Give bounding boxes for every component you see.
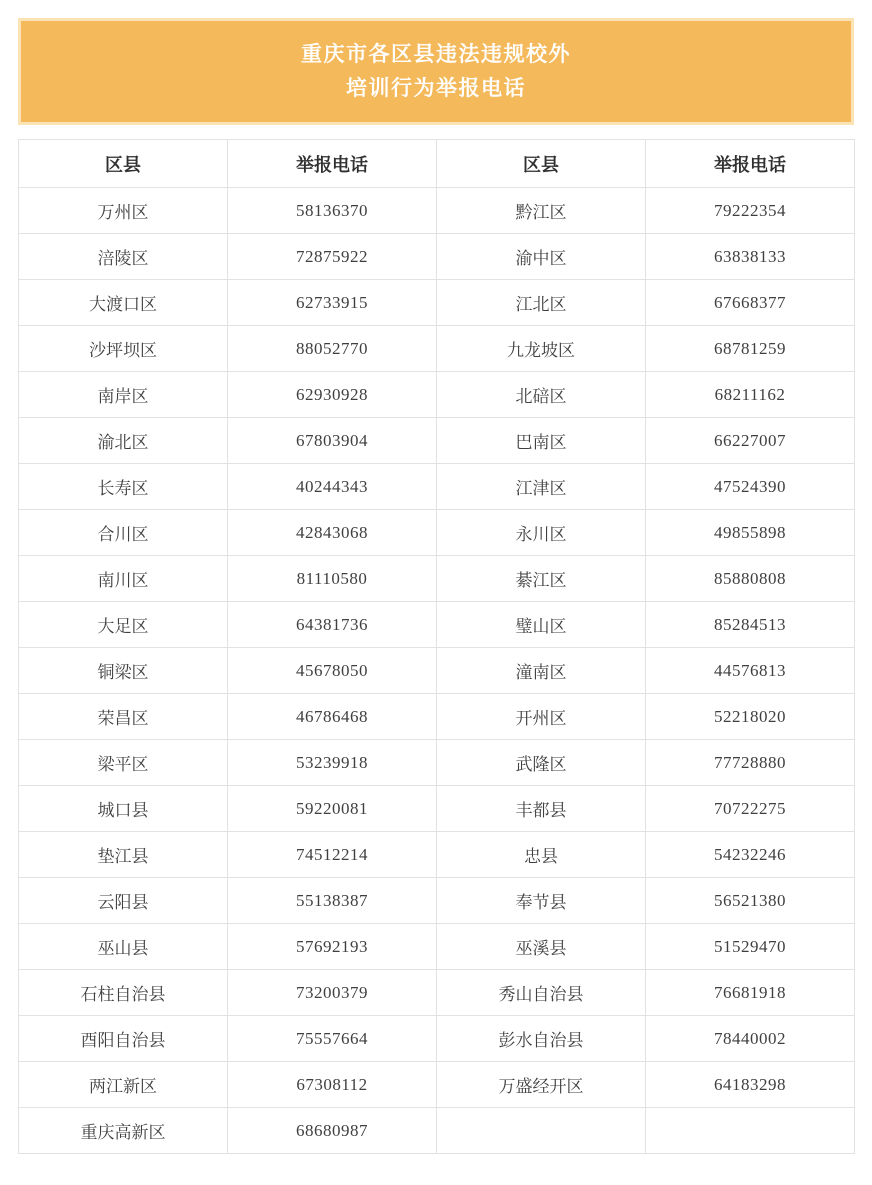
cell-district: 彭水自治县 (437, 1016, 646, 1062)
table-body (19, 188, 855, 1154)
cell-district: 黔江区 (437, 188, 646, 234)
table-row (19, 1062, 855, 1108)
table-row (19, 740, 855, 786)
title-banner (18, 18, 854, 125)
cell-phone: 53239918 (228, 740, 437, 786)
cell-district: 垫江县 (19, 832, 228, 878)
table-row (19, 234, 855, 280)
cell-phone: 42843068 (228, 510, 437, 556)
cell-phone: 88052770 (228, 326, 437, 372)
cell-phone: 64381736 (228, 602, 437, 648)
cell-district: 北碚区 (437, 372, 646, 418)
cell-phone: 67308112 (228, 1062, 437, 1108)
cell-district: 南岸区 (19, 372, 228, 418)
cell-district: 涪陵区 (19, 234, 228, 280)
cell-phone: 51529470 (646, 924, 855, 970)
cell-phone: 62930928 (228, 372, 437, 418)
table-row (19, 694, 855, 740)
cell-district: 江津区 (437, 464, 646, 510)
cell-district: 石柱自治县 (19, 970, 228, 1016)
cell-district: 渝中区 (437, 234, 646, 280)
cell-district: 永川区 (437, 510, 646, 556)
cell-district: 南川区 (19, 556, 228, 602)
cell-district: 酉阳自治县 (19, 1016, 228, 1062)
table-header (19, 140, 855, 188)
cell-district: 万州区 (19, 188, 228, 234)
cell-phone: 62733915 (228, 280, 437, 326)
cell-phone: 66227007 (646, 418, 855, 464)
table-row (19, 188, 855, 234)
table-row (19, 280, 855, 326)
cell-phone: 40244343 (228, 464, 437, 510)
cell-phone: 85284513 (646, 602, 855, 648)
table-row (19, 648, 855, 694)
cell-phone: 72875922 (228, 234, 437, 280)
cell-phone: 45678050 (228, 648, 437, 694)
cell-district: 綦江区 (437, 556, 646, 602)
cell-district: 城口县 (19, 786, 228, 832)
cell-district: 荣昌区 (19, 694, 228, 740)
cell-phone: 70722275 (646, 786, 855, 832)
column-header-district-left: 区县 (19, 140, 228, 188)
table-row (19, 602, 855, 648)
cell-district: 江北区 (437, 280, 646, 326)
cell-phone: 75557664 (228, 1016, 437, 1062)
cell-phone: 64183298 (646, 1062, 855, 1108)
cell-district: 大足区 (19, 602, 228, 648)
cell-phone: 63838133 (646, 234, 855, 280)
table-row (19, 418, 855, 464)
cell-district: 铜梁区 (19, 648, 228, 694)
cell-district (437, 1108, 646, 1154)
cell-phone: 57692193 (228, 924, 437, 970)
table-row (19, 924, 855, 970)
table-row (19, 1016, 855, 1062)
cell-phone: 67803904 (228, 418, 437, 464)
cell-phone: 56521380 (646, 878, 855, 924)
cell-phone: 46786468 (228, 694, 437, 740)
cell-phone: 55138387 (228, 878, 437, 924)
cell-district: 大渡口区 (19, 280, 228, 326)
cell-district: 奉节县 (437, 878, 646, 924)
cell-district: 秀山自治县 (437, 970, 646, 1016)
cell-district: 巴南区 (437, 418, 646, 464)
cell-phone: 49855898 (646, 510, 855, 556)
table-row (19, 464, 855, 510)
cell-phone: 73200379 (228, 970, 437, 1016)
cell-phone: 77728880 (646, 740, 855, 786)
cell-district: 两江新区 (19, 1062, 228, 1108)
cell-district: 巫山县 (19, 924, 228, 970)
cell-district: 丰都县 (437, 786, 646, 832)
cell-district: 合川区 (19, 510, 228, 556)
banner-title-line-1: 重庆市各区县违法违规校外 (301, 42, 571, 66)
cell-district: 万盛经开区 (437, 1062, 646, 1108)
table-row (19, 832, 855, 878)
cell-district: 潼南区 (437, 648, 646, 694)
cell-district: 渝北区 (19, 418, 228, 464)
cell-phone: 54232246 (646, 832, 855, 878)
column-header-phone-right: 举报电话 (646, 140, 855, 188)
cell-phone: 68781259 (646, 326, 855, 372)
cell-phone: 81110580 (228, 556, 437, 602)
cell-phone: 68211162 (646, 372, 855, 418)
table-row (19, 1108, 855, 1154)
cell-district: 巫溪县 (437, 924, 646, 970)
cell-district: 梁平区 (19, 740, 228, 786)
table-row (19, 326, 855, 372)
phone-table (18, 139, 855, 1154)
column-header-phone-left: 举报电话 (228, 140, 437, 188)
cell-district: 九龙坡区 (437, 326, 646, 372)
cell-phone: 85880808 (646, 556, 855, 602)
cell-district: 武隆区 (437, 740, 646, 786)
table-header-row (19, 140, 855, 188)
cell-phone: 47524390 (646, 464, 855, 510)
cell-phone: 52218020 (646, 694, 855, 740)
table-row (19, 510, 855, 556)
table-row (19, 970, 855, 1016)
column-header-district-right: 区县 (437, 140, 646, 188)
cell-district: 长寿区 (19, 464, 228, 510)
table-row (19, 372, 855, 418)
cell-phone: 74512214 (228, 832, 437, 878)
phone-table-container (18, 139, 854, 1154)
table-row (19, 556, 855, 602)
cell-district: 云阳县 (19, 878, 228, 924)
table-row (19, 786, 855, 832)
cell-phone: 76681918 (646, 970, 855, 1016)
cell-phone: 58136370 (228, 188, 437, 234)
cell-phone (646, 1108, 855, 1154)
banner-title-line-2: 培训行为举报电话 (346, 76, 526, 100)
cell-phone: 59220081 (228, 786, 437, 832)
cell-phone: 78440002 (646, 1016, 855, 1062)
cell-district: 重庆高新区 (19, 1108, 228, 1154)
cell-district: 忠县 (437, 832, 646, 878)
cell-phone: 79222354 (646, 188, 855, 234)
cell-phone: 67668377 (646, 280, 855, 326)
cell-phone: 44576813 (646, 648, 855, 694)
cell-district: 沙坪坝区 (19, 326, 228, 372)
cell-phone: 68680987 (228, 1108, 437, 1154)
cell-district: 开州区 (437, 694, 646, 740)
table-row (19, 878, 855, 924)
cell-district: 璧山区 (437, 602, 646, 648)
